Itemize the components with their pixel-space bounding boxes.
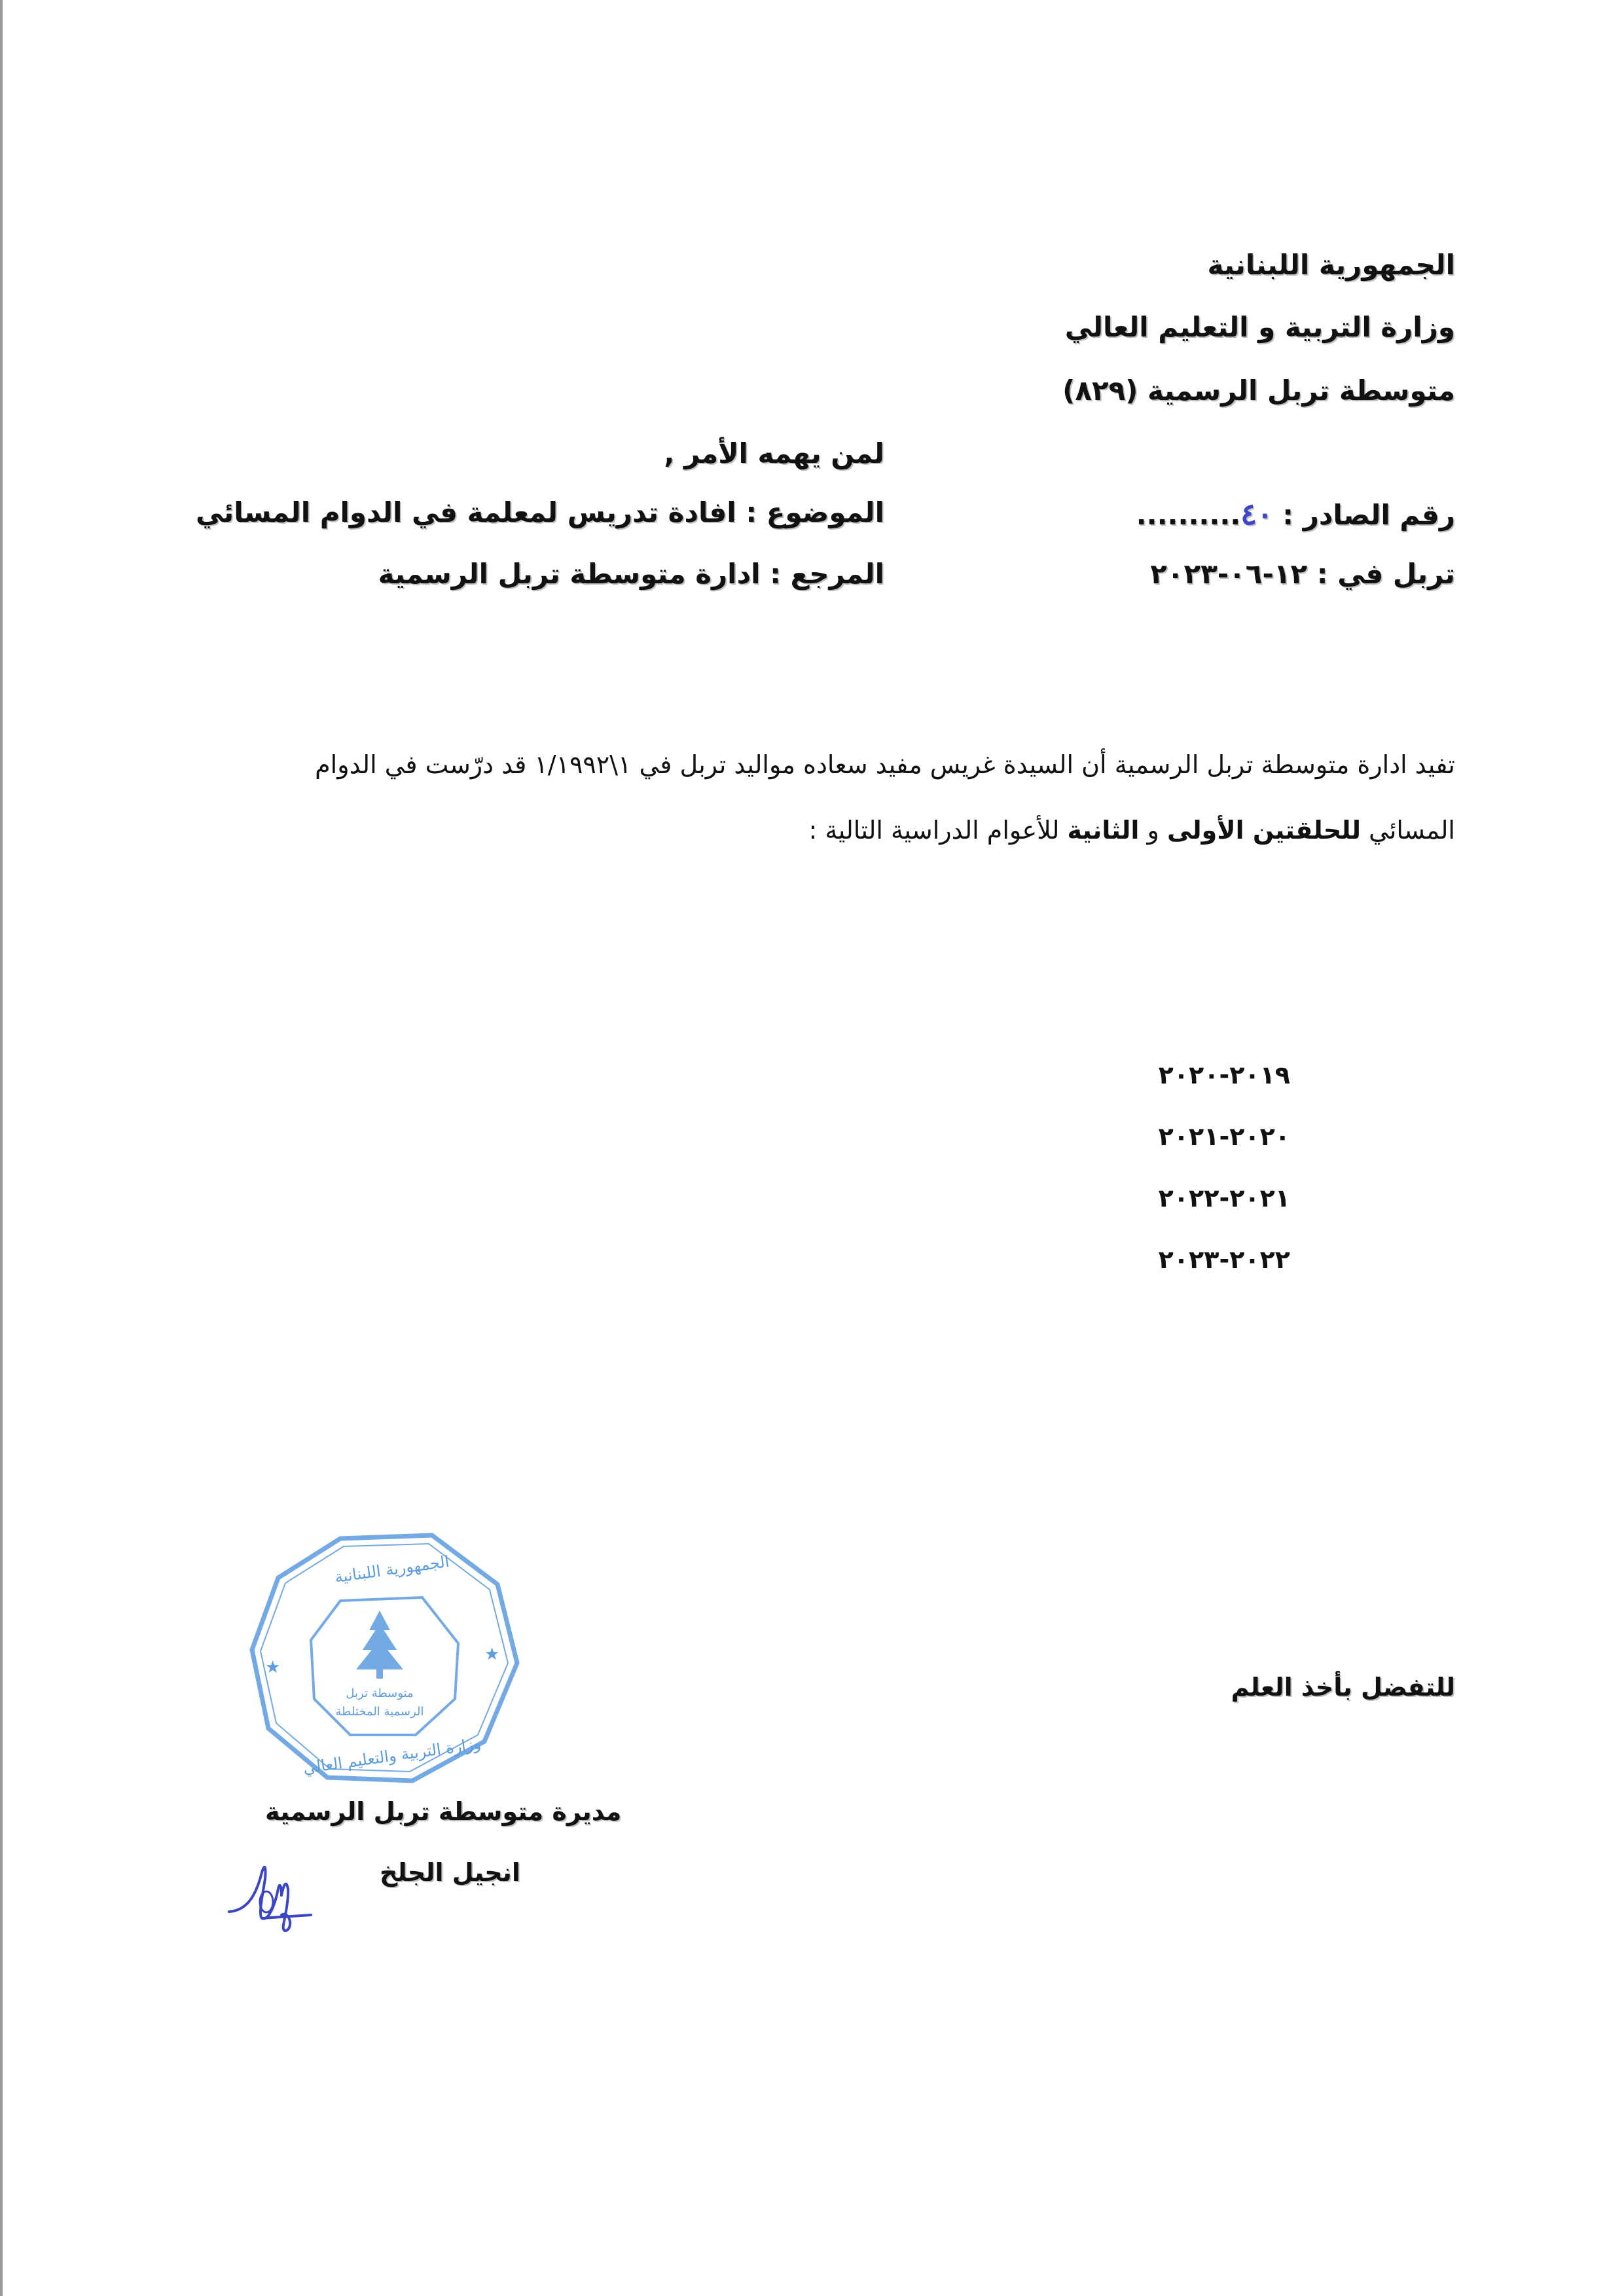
stamp-outer-text-bottom: وزارة التربية والتعليم العالي	[302, 1734, 482, 1778]
date-line	[1150, 558, 1455, 590]
cedar-icon-tier	[356, 1640, 403, 1669]
scan-edge	[0, 0, 3, 2296]
year-item: ٢٠١٩-٢٠٢٠	[1158, 1061, 1290, 1089]
body-line-1: تفيد ادارة متوسطة تربل الرسمية أن السيدة غريس مفيد سعاده مواليد تربل في ١\١/١٩٩٢ قد درّست في الدوام	[315, 750, 1455, 779]
signatory-name: انجيل الجلخ	[380, 1858, 520, 1887]
reference-line	[378, 558, 884, 590]
body-text: للأعوام الدراسية التالية :	[808, 816, 1068, 845]
body-text: و	[1139, 816, 1167, 845]
date-value: ١٢-٠٦-٢٠٢٣	[1150, 558, 1308, 590]
issue-dots: ..........	[1136, 499, 1241, 531]
stamp-inner-line-2: الرسمية المختلطة	[335, 1705, 424, 1719]
stamp-outer-text-top: الجمهورية اللبنانية	[333, 1552, 451, 1587]
reference-value: ادارة متوسطة تربل الرسمية	[378, 558, 761, 590]
year-item: ٢٠٢٢-٢٠٢٣	[1158, 1245, 1290, 1274]
subject-value: افادة تدريس لمعلمة في الدوام المسائي	[196, 496, 736, 528]
body-paragraph	[303, 732, 1455, 863]
issue-number-handwritten: ٤٠	[1240, 496, 1273, 532]
issue-label: رقم الصادر :	[1282, 499, 1455, 531]
signatory-title: مديرة متوسطة تربل الرسمية	[265, 1797, 622, 1826]
school-years-list	[1159, 1044, 1290, 1290]
body-bold-cycles: للحلقتين الأولى	[1166, 816, 1362, 845]
official-stamp	[242, 1525, 530, 1787]
handwritten-signature	[226, 1859, 317, 1935]
star-icon: ★	[265, 1658, 281, 1677]
subject-line	[196, 496, 884, 528]
addressee: لمن يهمه الأمر ,	[664, 437, 884, 469]
year-item: ٢٠٢١-٢٠٢٢	[1158, 1184, 1290, 1212]
body-bold-second: الثانية	[1067, 816, 1140, 845]
year-item: ٢٠٢٠-٢٠٢١	[1158, 1122, 1290, 1151]
star-icon: ★	[484, 1645, 500, 1664]
header-school: متوسطة تربل الرسمية (٨٢٩)	[1062, 374, 1455, 407]
body-line-2	[303, 797, 1455, 863]
reference-label: المرجع :	[770, 558, 884, 590]
header-ministry: وزارة التربية و التعليم العالي	[1064, 311, 1455, 343]
stamp-inner-line-1: متوسطة تربل	[346, 1686, 414, 1700]
issue-number-line	[1136, 496, 1455, 532]
body-text: المسائي	[1361, 816, 1455, 845]
closing-line: للتفضل بأخذ العلم	[1231, 1673, 1455, 1702]
cedar-trunk	[376, 1669, 383, 1679]
subject-label: الموضوع :	[746, 496, 884, 528]
header-country: الجمهورية اللبنانية	[1207, 249, 1455, 281]
date-label: تربل في :	[1316, 558, 1455, 590]
